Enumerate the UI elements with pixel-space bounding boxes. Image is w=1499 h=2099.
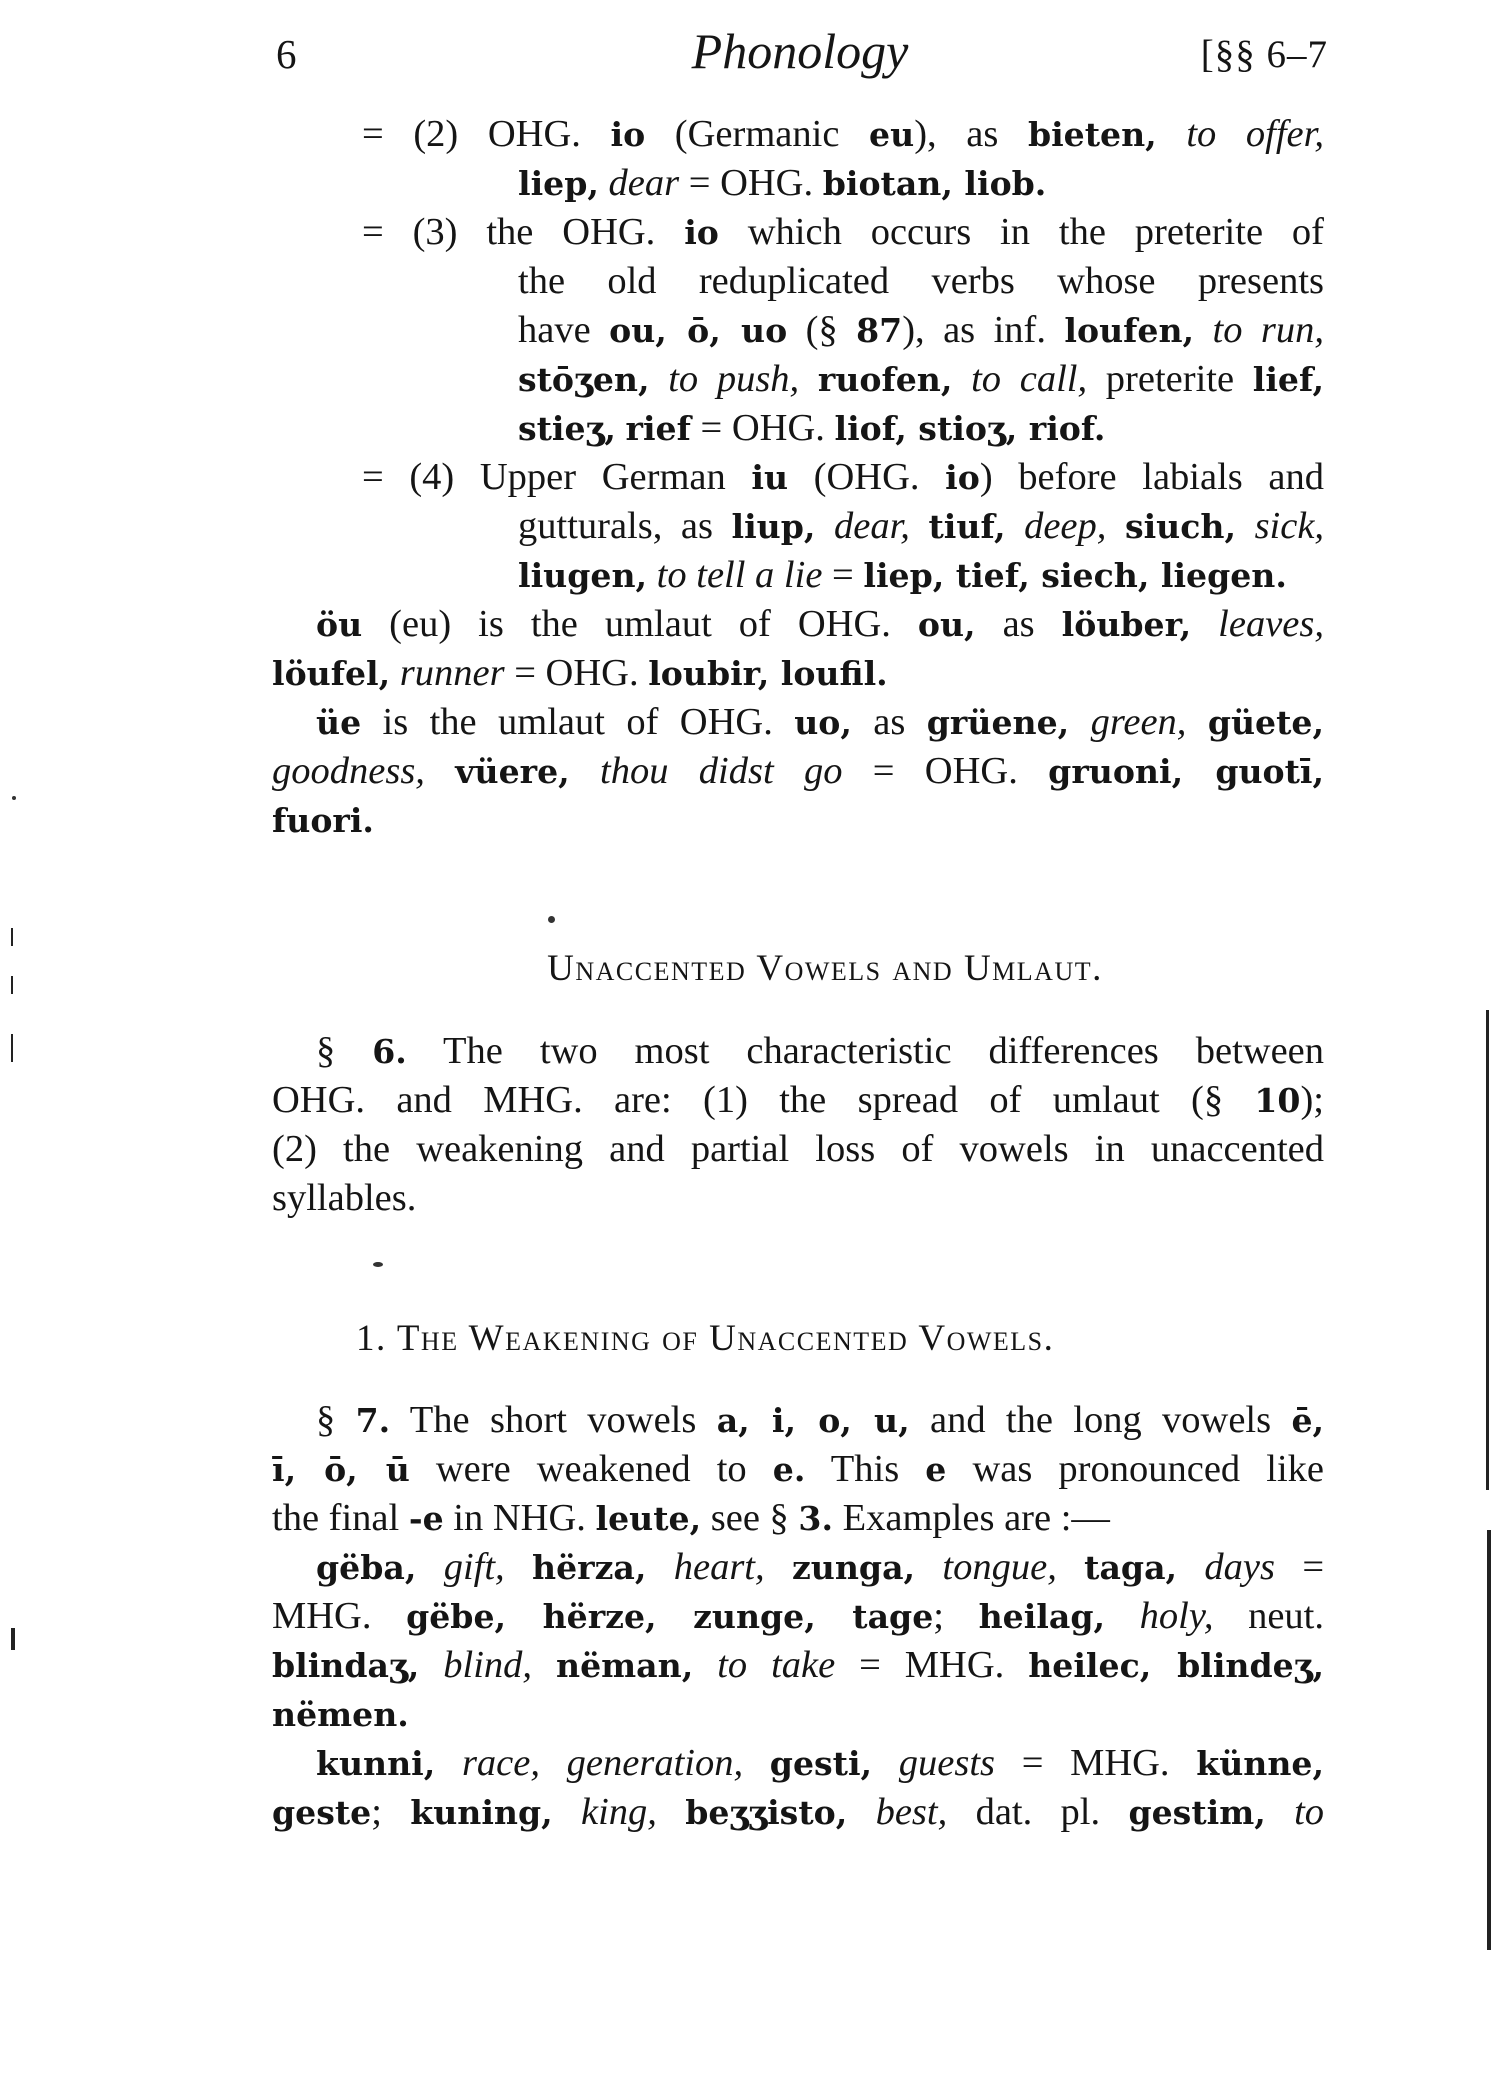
text-line: MHG. gëbe, hërze, zunge, tage; heilag, holy, neut. xyxy=(272,1595,1324,1637)
scan-mark xyxy=(11,1628,15,1650)
text-line: the final -e in NHG. leute, see § 3. Examples are :— xyxy=(272,1497,1110,1539)
section-heading: Unaccented Vowels and Umlaut. xyxy=(547,948,1103,989)
text-line: stieʒ, rief = OHG. liof, stioʒ, riof. xyxy=(518,407,1106,449)
text-line: liep, dear = OHG. biotan, liob. xyxy=(518,162,1047,204)
text-line: stōʒen, to push, ruofen, to call, preterite lief, xyxy=(518,358,1325,400)
subsection-heading: 1. The Weakening of Unaccented Vowels. xyxy=(356,1318,1055,1359)
text-line: blindaʒ, blind, nëman, to take = MHG. heilec, blindeʒ, xyxy=(272,1644,1325,1686)
text-line: gëba, gift, hërza, heart, zunga, tongue, taga, days = xyxy=(316,1546,1325,1588)
text-line: OHG. and MHG. are: (1) the spread of umlaut (§ 10); xyxy=(272,1079,1324,1121)
text-line: syllables. xyxy=(272,1177,417,1219)
running-title: Phonology xyxy=(691,23,909,79)
text-line: nëmen. xyxy=(272,1695,409,1734)
text-line: § 7. The short vowels a, i, o, u, and the long vowels ē, xyxy=(316,1399,1325,1441)
text-line: have ou, ō, uo (§ 87), as inf. loufen, to run, xyxy=(518,309,1324,351)
scan-edge-mark xyxy=(1486,1010,1489,1490)
scan-mark xyxy=(11,976,13,994)
text-line: = (2) OHG. io (Germanic eu), as bieten, to offer, xyxy=(362,113,1324,155)
text-line: = (4) Upper German iu (OHG. io) before labials and xyxy=(362,456,1324,498)
page-number: 6 xyxy=(276,31,297,77)
text-line: (2) the weakening and partial loss of vowels in unaccented xyxy=(272,1128,1324,1170)
text-line: the old reduplicated verbs whose presents xyxy=(518,260,1324,302)
scan-speck xyxy=(548,916,555,923)
text-line: = (3) the OHG. io which occurs in the preterite of xyxy=(362,211,1324,253)
scan-speck xyxy=(373,1262,383,1267)
text-line: § 6. The two most characteristic differences between xyxy=(316,1030,1324,1072)
text-line: kunni, race, generation, gesti, guests = MHG. künne, xyxy=(316,1742,1324,1784)
running-header xyxy=(272,18,1328,88)
text-line: löufel, runner = OHG. loubir, loufil. xyxy=(272,652,888,694)
text-line: gutturals, as liup, dear, tiuf, deep, siuch, sick, xyxy=(518,505,1325,547)
scan-edge-mark xyxy=(1487,1530,1491,1950)
text-line: öu (eu) is the umlaut of OHG. ou, as löuber, leaves, xyxy=(316,603,1324,645)
text-line: üe is the umlaut of OHG. uo, as grüene, green, güete, xyxy=(316,701,1325,743)
text-line: geste; kuning, king, beʒʒisto, best, dat. pl. gestim, to xyxy=(272,1791,1325,1833)
text-line: goodness, vüere, thou didst go = OHG. gruoni, guotī, xyxy=(272,750,1325,792)
section-range: [§§ 6–7 xyxy=(1200,33,1328,76)
scan-mark xyxy=(11,928,13,946)
text-line: fuori. xyxy=(272,801,374,840)
text-line: liugen, to tell a lie = liep, tief, siech, liegen. xyxy=(518,554,1287,596)
scan-speck xyxy=(12,796,16,800)
scan-mark xyxy=(11,1034,13,1062)
text-line: ī, ō, ū were weakened to e. This e was pronounced like xyxy=(272,1448,1324,1490)
